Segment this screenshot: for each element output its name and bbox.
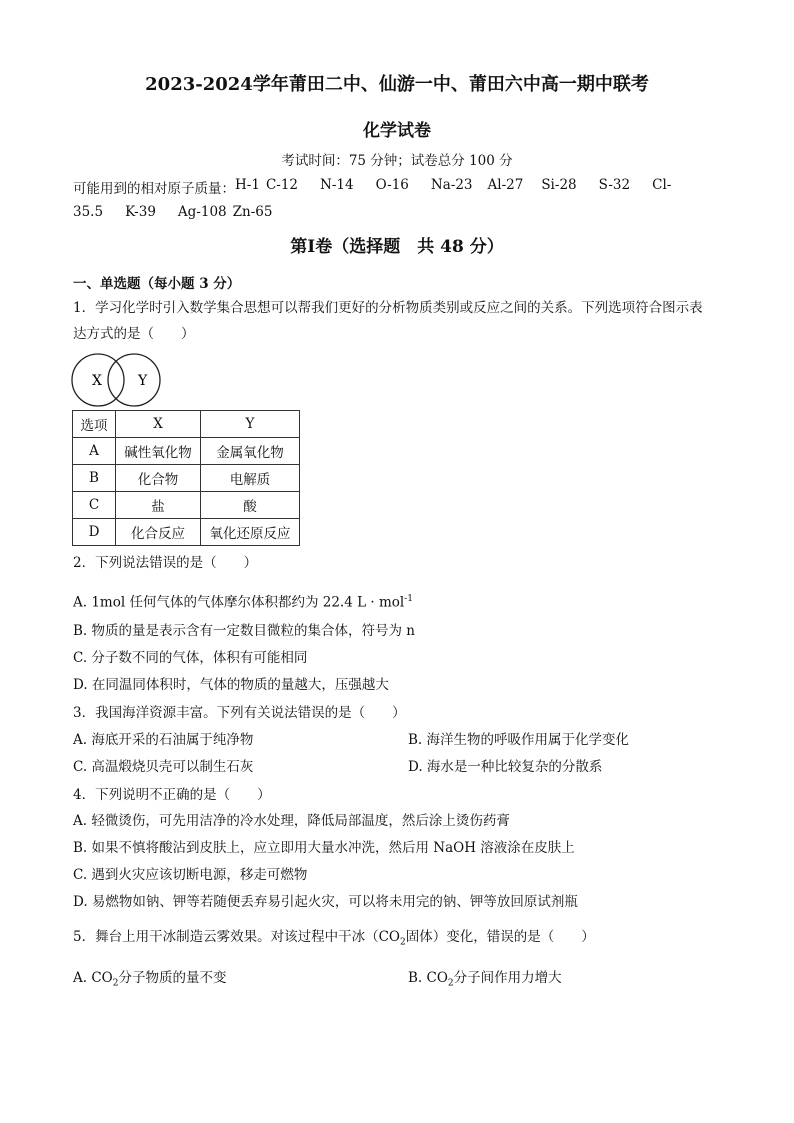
- table-row: [73, 492, 300, 519]
- q2-option-a-sup: -1: [404, 594, 413, 604]
- q5-stem-sub: 2: [400, 937, 406, 948]
- table-cell: 电解质: [201, 465, 300, 492]
- atomic-mass-item: Zn-65: [232, 204, 273, 220]
- atomic-mass-label: 可能用到的相对原子质量：: [73, 181, 235, 197]
- q3-option-a: A. 海底开采的石油属于纯净物: [73, 732, 254, 748]
- q5-option-a-text: A. CO: [73, 970, 113, 986]
- q2-option-c: C. 分子数不同的气体，体积有可能相同: [73, 650, 308, 666]
- table-row: [73, 438, 300, 465]
- q2-stem: 2．下列说法错误的是（ ）: [73, 555, 258, 571]
- atomic-mass-item: Ag-108: [177, 204, 227, 220]
- table-header-row: [73, 411, 300, 438]
- atomic-mass-item: C-12: [265, 177, 299, 193]
- atomic-mass-item: K-39: [125, 204, 156, 220]
- q3-option-d: D. 海水是一种比较复杂的分散系: [408, 759, 603, 775]
- q2-option-a-text: A. 1mol 任何气体的气体摩尔体积都约为 22.4 L · mol: [73, 594, 405, 611]
- atomic-mass-item: Si-28: [541, 177, 577, 193]
- q5-stem: [73, 928, 595, 952]
- table-cell: 碱性氧化物: [116, 438, 201, 465]
- atomic-mass-item: N-14: [320, 177, 354, 193]
- atomic-mass-item: O-16: [375, 177, 409, 193]
- venn-label-y: Y: [138, 373, 148, 389]
- table-cell: 盐: [116, 492, 201, 519]
- q2-option-a: [73, 590, 413, 612]
- venn-diagram: [70, 352, 165, 408]
- table-header-cell: Y: [201, 411, 300, 438]
- q2-option-d: D. 在同温同体积时，气体的物质的量越大，压强越大: [73, 677, 389, 693]
- q5-option-b: [408, 969, 562, 993]
- q3-stem: 3．我国海洋资源丰富。下列有关说法错误的是（ ）: [73, 705, 406, 721]
- table-cell: 金属氧化物: [201, 438, 300, 465]
- q3-option-b: B. 海洋生物的呼吸作用属于化学变化: [408, 732, 630, 748]
- table-header-cell: X: [116, 411, 201, 438]
- table-cell: 氧化还原反应: [201, 519, 300, 546]
- q5-option-b-text: B. CO: [408, 970, 448, 986]
- q2-option-b: B. 物质的量是表示含有一定数目微粒的集合体，符号为 n: [73, 623, 415, 639]
- q4-option-a: A. 轻微烫伤，可先用洁净的冷水处理，降低局部温度，然后涂上烫伤药膏: [73, 813, 510, 829]
- table-row: [73, 465, 300, 492]
- atomic-mass-item: Cl-: [652, 177, 672, 193]
- section-title: 第Ⅰ卷（选择题 共 48 分）: [290, 237, 504, 257]
- table-cell: 化合物: [116, 465, 201, 492]
- q5-option-a-sub: 2: [112, 978, 119, 989]
- q4-option-d: D. 易燃物如钠、钾等若随便丢弃易引起火灾，可以将未用完的钠、钾等放回原试剂瓶: [73, 894, 578, 910]
- q4-stem: 4．下列说明不正确的是（ ）: [73, 787, 271, 803]
- exam-meta: 考试时间：75 分钟；试卷总分 100 分: [281, 153, 513, 169]
- atomic-mass-line-2: [73, 204, 733, 220]
- exam-subtitle: 化学试卷: [363, 121, 431, 141]
- q1-stem-line-1: 1．学习化学时引入数学集合思想可以帮我们更好的分析物质类别或反应之间的关系。下列选项符合图示表: [73, 300, 703, 316]
- table-header-cell: 选项: [73, 411, 116, 438]
- q5-stem-text: 5．舞台上用干冰制造云雾效果。对该过程中干冰（CO: [73, 929, 400, 945]
- table-cell: D: [73, 519, 116, 546]
- part-heading: 一、单选题（每小题 3 分）: [73, 276, 241, 292]
- atomic-mass-item: H-1: [235, 177, 260, 193]
- q5-option-b-sub: 2: [447, 978, 454, 989]
- atomic-mass-item: S-32: [598, 177, 631, 193]
- atomic-mass-item: Al-27: [487, 177, 524, 193]
- table-cell: 化合反应: [116, 519, 201, 546]
- atomic-mass-item: 35.5: [73, 204, 104, 220]
- exam-title: 2023-2024学年莆田二中、仙游一中、莆田六中高一期中联考: [145, 74, 649, 95]
- q1-options-table: [72, 410, 300, 546]
- table-cell: 酸: [201, 492, 300, 519]
- q3-option-c: C. 高温煅烧贝壳可以制生石灰: [73, 759, 254, 775]
- q5-option-a: [73, 969, 226, 993]
- table-row: [73, 519, 300, 546]
- table-cell: B: [73, 465, 116, 492]
- q4-option-b: B. 如果不慎将酸沾到皮肤上，应立即用大量水冲洗，然后用 NaOH 溶液涂在皮肤上: [73, 840, 575, 856]
- q5-stem-text: 固体）变化，错误的是（ ）: [405, 929, 595, 945]
- venn-circle-y: [108, 354, 160, 406]
- q5-option-b-text: 分子间作用力增大: [453, 970, 562, 986]
- table-cell: C: [73, 492, 116, 519]
- venn-label-x: X: [92, 373, 102, 389]
- q4-option-c: C. 遇到火灾应该切断电源，移走可燃物: [73, 867, 308, 883]
- table-cell: A: [73, 438, 116, 465]
- atomic-mass-line-1: [73, 177, 733, 197]
- q1-stem-line-2: 达方式的是（ ）: [73, 326, 195, 342]
- q5-option-a-text: 分子物质的量不变: [118, 970, 227, 986]
- atomic-mass-item: Na-23: [430, 177, 473, 193]
